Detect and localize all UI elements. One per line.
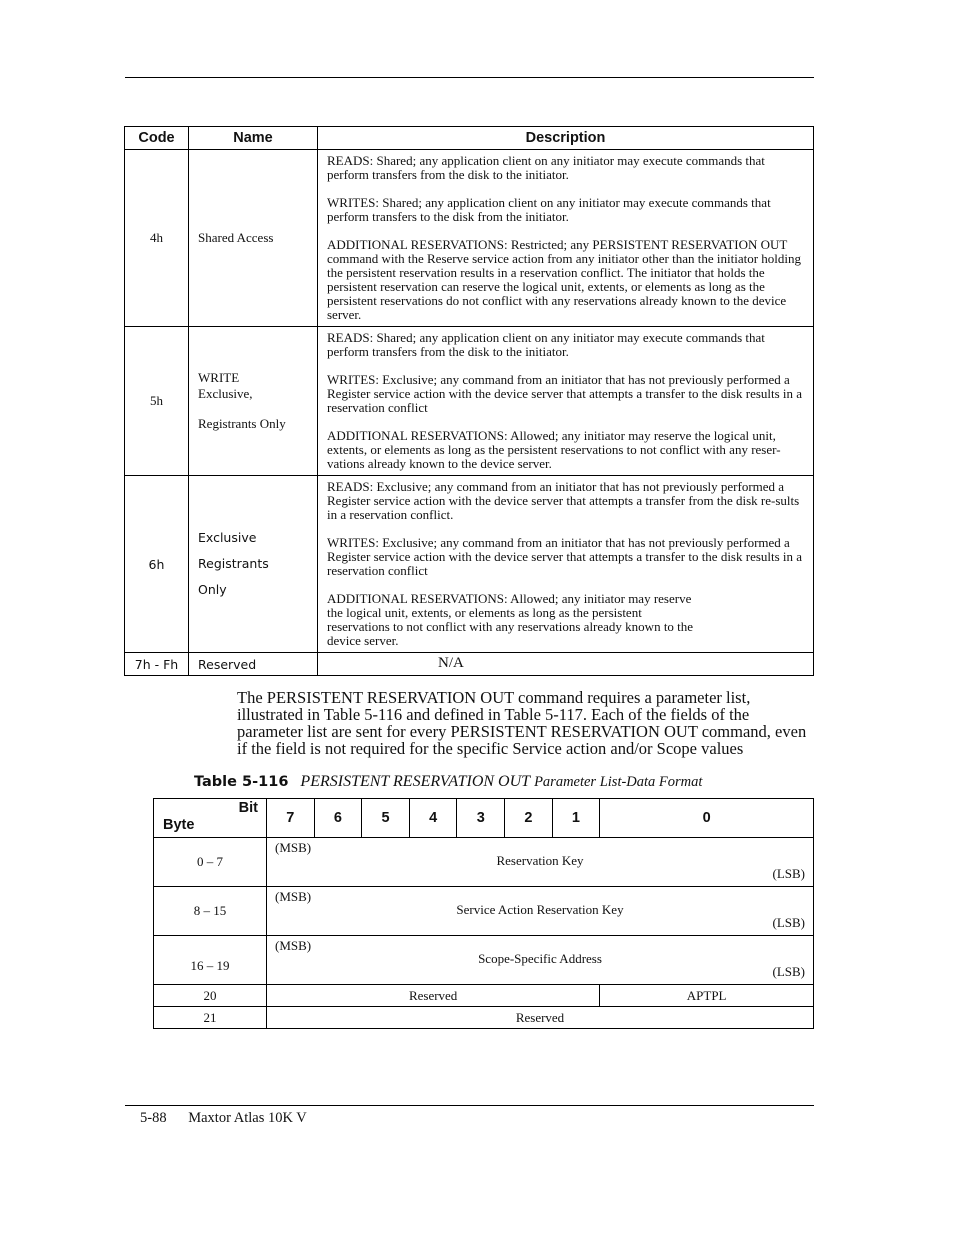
- lsb-marker: (LSB): [772, 964, 805, 979]
- page-number: 5-88: [140, 1110, 167, 1126]
- field-name: Reservation Key: [496, 853, 584, 868]
- bit-1-header: 1: [552, 799, 600, 838]
- description-additional: ADDITIONAL RESERVATIONS: Allowed; any initiator may reserve the logical unit, extents, or elements as long as the persistent reservations to not conflict with any reser-vations already known to the device server.: [327, 428, 781, 471]
- msb-marker: (MSB): [275, 889, 312, 904]
- table-row: [125, 327, 814, 476]
- msb-marker: (MSB): [275, 840, 312, 855]
- parameter-list-table: [153, 798, 814, 1029]
- table-row: [154, 838, 814, 887]
- document-title: Maxtor Atlas 10K V: [188, 1110, 307, 1126]
- row-name: [189, 150, 318, 327]
- column-header-description: Description: [318, 127, 814, 150]
- row-name: [189, 476, 318, 653]
- table-row: [125, 476, 814, 653]
- bit-4-header: 4: [409, 799, 457, 838]
- bit-6-header: 6: [314, 799, 362, 838]
- bit-byte-corner: [154, 799, 267, 838]
- row-code: 4h: [125, 150, 189, 327]
- page-footer: [140, 1110, 307, 1127]
- field-cell: [267, 936, 814, 985]
- caption-title-main: PERSISTENT RESERVATION OUT: [300, 773, 531, 790]
- description-reads: READS: Exclusive; any command from an initiator that has not previously performed a Register service action with the device server that attempts a transfer from the disk re-sults in a reservation conflict.: [327, 479, 800, 522]
- bit-header-row: [154, 799, 814, 838]
- byte-range: 21: [154, 1007, 267, 1029]
- bit-3-header: 3: [457, 799, 505, 838]
- byte-range: 8 – 15: [154, 887, 267, 936]
- name-line: Registrants Only: [198, 416, 286, 431]
- footer-rule: [125, 1105, 814, 1106]
- row-code: 6h: [125, 476, 189, 653]
- byte-range: 20: [154, 985, 267, 1007]
- field-name: Reserved: [267, 985, 600, 1007]
- table-caption: [194, 773, 702, 791]
- bit-0-header: 0: [600, 799, 814, 838]
- description-additional: ADDITIONAL RESERVATIONS: Restricted; any PERSISTENT RESERVATION OUT command with the Reserve service action from any initiator other than the initiator holding the persistent reservation results in a reservation conflict. The initiator that holds the persistent reservation can reserve the logical unit, extents, or elements as long as the persistent reservations do not conflict with any reservations already known to the device server.: [327, 237, 802, 322]
- description-reads: READS: Shared; any application client on any initiator may execute commands that perform transfers from the disk to the initiator.: [327, 330, 765, 359]
- field-cell: [267, 838, 814, 887]
- name-line: WRITE: [198, 370, 240, 385]
- reservation-type-table: [124, 126, 814, 676]
- table-row: [154, 936, 814, 985]
- row-name: [189, 653, 318, 676]
- bit-5-header: 5: [362, 799, 410, 838]
- caption-title-rest: Parameter List-Data Format: [534, 774, 703, 790]
- row-name: [189, 327, 318, 476]
- name-line: Exclusive,: [198, 386, 253, 401]
- name-line: Shared Access: [198, 230, 274, 245]
- table-header-row: [125, 127, 814, 150]
- field-cell: [267, 887, 814, 936]
- row-description: [318, 476, 814, 653]
- name-line: Registrants: [198, 556, 269, 571]
- row-code: 7h - Fh: [125, 653, 189, 676]
- description-writes: WRITES: Exclusive; any command from an initiator that has not previously performed a Register service action with the device server that attempts a transfer to the disk results in a reservation conflict: [327, 372, 803, 415]
- description-additional: ADDITIONAL RESERVATIONS: Allowed; any initiator may reserve the logical unit, extents, or elements as long as the persistent reservations to not conflict with any reservations already known to the device server.: [327, 591, 694, 648]
- row-code: 5h: [125, 327, 189, 476]
- field-name: Reserved: [267, 1007, 814, 1029]
- column-header-code: Code: [125, 127, 189, 150]
- lsb-marker: (LSB): [772, 915, 805, 930]
- table-row: [125, 150, 814, 327]
- byte-range: 16 – 19: [154, 936, 267, 985]
- table-row: [125, 653, 814, 676]
- row-description: [318, 327, 814, 476]
- row-description: [318, 150, 814, 327]
- byte-range: 0 – 7: [154, 838, 267, 887]
- bit-2-header: 2: [505, 799, 553, 838]
- field-name: Service Action Reservation Key: [456, 902, 624, 917]
- description-writes: WRITES: Exclusive; any command from an initiator that has not previously performed a Register service action with the device server that attempts a transfer to the disk results in a reservation conflict: [327, 535, 803, 578]
- table-row: [154, 887, 814, 936]
- field-name: Scope-Specific Address: [478, 951, 602, 966]
- row-description: N/A: [318, 653, 814, 676]
- msb-marker: (MSB): [275, 938, 312, 953]
- table-row: [154, 1007, 814, 1029]
- body-paragraph: The PERSISTENT RESERVATION OUT command requires a parameter list, illustrated in Table 5-116 and defined in Table 5-117. Each of the fields of the parameter list are sent for every PERSISTENT RESERVATION OUT command, even if the field is not required for the specific Service action and/or Scope values: [237, 688, 807, 758]
- byte-label: Byte: [163, 817, 195, 833]
- name-spacer: [198, 402, 317, 416]
- name-line: Reserved: [198, 656, 257, 672]
- aptpl-bit: APTPL: [600, 985, 814, 1007]
- caption-label: Table 5-116: [194, 774, 289, 790]
- column-header-name: Name: [189, 127, 318, 150]
- bit-label: Bit: [238, 800, 258, 816]
- header-rule: [125, 77, 814, 78]
- table-row: [154, 985, 814, 1007]
- description-writes: WRITES: Shared; any application client on any initiator may execute commands that perform transfers to the disk from the initiator.: [327, 195, 771, 224]
- lsb-marker: (LSB): [772, 866, 805, 881]
- description-reads: READS: Shared; any application client on any initiator may execute commands that perform transfers from the disk to the initiator.: [327, 153, 765, 182]
- name-line: Only: [198, 582, 227, 597]
- bit-7-header: 7: [267, 799, 315, 838]
- name-line: Exclusive: [198, 530, 257, 545]
